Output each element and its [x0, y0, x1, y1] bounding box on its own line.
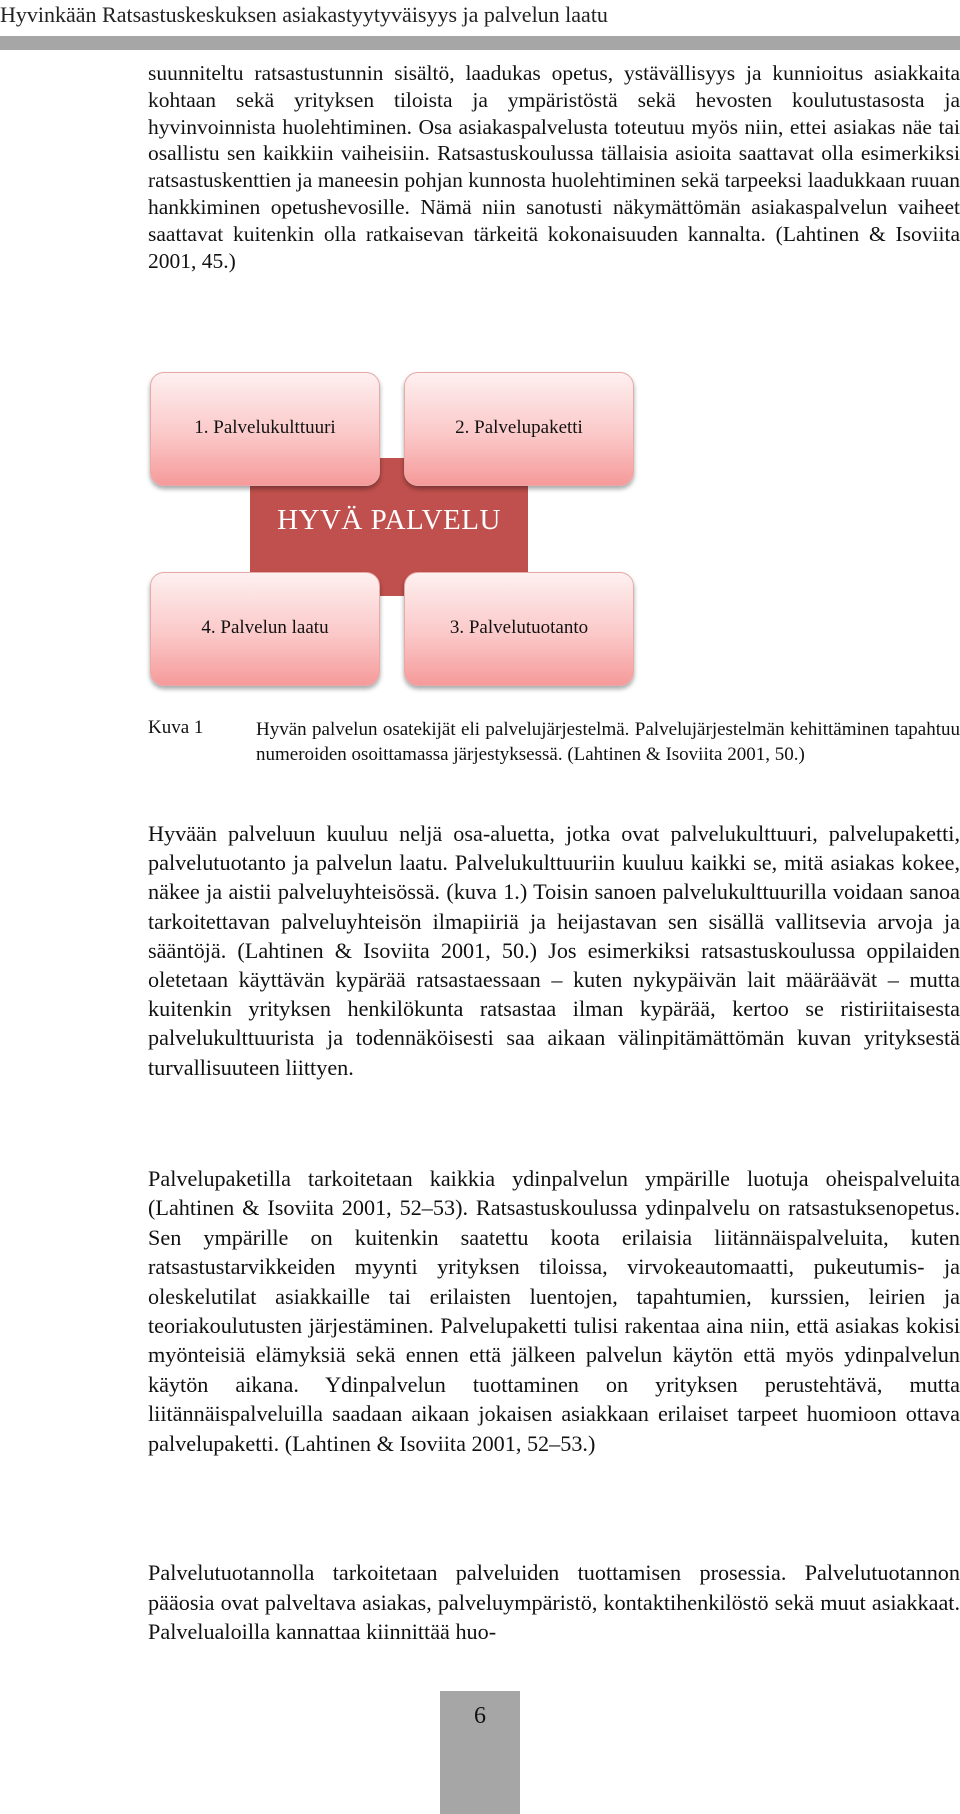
diagram-box-service-production: [404, 572, 634, 686]
body-paragraph-3: Palvelupaketilla tarkoitetaan kaikkia ydinpalvelun ympärille luotuja oheispalveluita (Lahtinen & Isoviita 2001, 52–53). Ratsastuskoulussa ydinpalvelu on ratsastuksenopetus. Sen ympärille on kuitenkin saatettu koota erilaisia liitännäispalveluita, kuten ratsastustarvikkeiden myynti yrityksen tiloissa, virvokeautomaatti, pukeutumis- ja oleskelutilat asiakkaille tai erilaisten luentojen, tapahtumien, kurssien, leirien ja teoriakoulutusten järjestäminen. Palvelupaketti tulisi rakentaa aina niin, että asiakas kokisi myönteisiä elämyksiä sekä ennen että jälkeen palvelun käytön että myös ydinpalvelun käytön aikana. Ydinpalvelun tuottaminen on yrityksen perustehtävä, mutta liitännäispalveluilla saadaan aikaan jokaisen asiakkaan erilaiset tarpeet huomioon ottava palvelupaketti. (Lahtinen & Isoviita 2001, 52–53.): [148, 1166, 960, 1456]
document-title: Hyvinkään Ratsastuskeskuksen asiakastyytyväisyys ja palvelun laatu: [0, 2, 608, 27]
body-paragraph-2: Hyvään palveluun kuuluu neljä osa-aluetta, jotka ovat palvelukulttuuri, palvelupaketti, palvelutuotanto ja palvelun laatu. Palvelukulttuuriin kuuluu kaikki se, mitä asiakas kokee, näkee ja aistii palveluyhteisössä. (kuva 1.) Toisin sanoen palvelukulttuurilla voidaan sanoa tarkoitettavan palveluyhteisön ilmapiiriä ja heijastavan sen sisällä vallitsevia arvoja ja sääntöjä. (Lahtinen & Isoviita 2001, 50.) Jos esimerkiksi ratsastuskoulussa oppilaiden oletetaan käyttävän kypärää ratsastaessaan – kuten nykypäivän lait määräävät – mutta kuitenkin yrityksen henkilökunta ratsastaa ilman kypärää, kertoo se ristiriitaisesta palvelukulttuurista ja todennäköisesti saa aikaan välinpitämättömän kuvan yrityksestä turvallisuuteen liittyen.: [148, 821, 960, 1080]
diagram-box-service-culture: [150, 372, 380, 486]
diagram-box-service-quality: [150, 572, 380, 686]
diagram-box-label: 2. Palvelupaketti: [455, 417, 583, 438]
page-header: [0, 0, 960, 50]
figure-caption-text: Hyvän palvelun osatekijät eli palvelujärjestelmä. Palvelujärjestelmän kehittäminen tapahtuu numeroiden osoittamassa järjestyksessä. (Lahtinen & Isoviita 2001, 50.): [256, 719, 960, 765]
diagram-box-label: 3. Palvelutuotanto: [449, 617, 589, 638]
diagram-center-label: HYVÄ PALVELU: [277, 504, 501, 536]
figure-caption-label: Kuva 1: [148, 717, 204, 738]
body-paragraph-1: suunniteltu ratsastustunnin sisältö, laadukas opetus, ystävällisyys ja kunnioitus asiakkaita kohtaan sekä yrityksen tiloista ja ympäristöstä sekä hevosten koulutustasosta ja hyvinvoinnista huolehtiminen. Osa asiakaspalvelusta toteutuu myös niin, ettei asiakas näe tai osallistu sen kaikkiin vaiheisiin. Ratsastuskoulussa tällaisia asioita saattavat olla esimerkiksi ratsastuskenttien ja maneesin pohjan kunnosta huolehtiminen sekä tarpeeksi laadukkaan ruuan hankkiminen opetushevosille. Nämä niin sanotusti näkymättömän asiakaspalvelun vaiheet saattavat kuitenkin olla ratkaisevan tärkeitä kokonaisuuden kannalta. (Lahtinen & Isoviita 2001, 45.): [148, 61, 960, 273]
diagram-box-label: 4. Palvelun laatu: [201, 617, 329, 638]
page-number-box: [440, 1691, 520, 1814]
page-number: 6: [474, 1703, 486, 1729]
body-paragraph-4: Palvelutuotannolla tarkoitetaan palveluiden tuottamisen prosessia. Palvelutuotannon pääosia ovat palveltava asiakas, palveluympäristö, kontaktihenkilöstö sekä muut asiakkaat. Palvelualoilla kannattaa kiinnittää huo-: [148, 1560, 960, 1645]
header-divider: [0, 36, 960, 50]
diagram-box-label: 1. Palvelukulttuuri: [194, 417, 336, 438]
diagram-box-service-package: [404, 372, 634, 486]
service-system-diagram: [148, 368, 648, 688]
